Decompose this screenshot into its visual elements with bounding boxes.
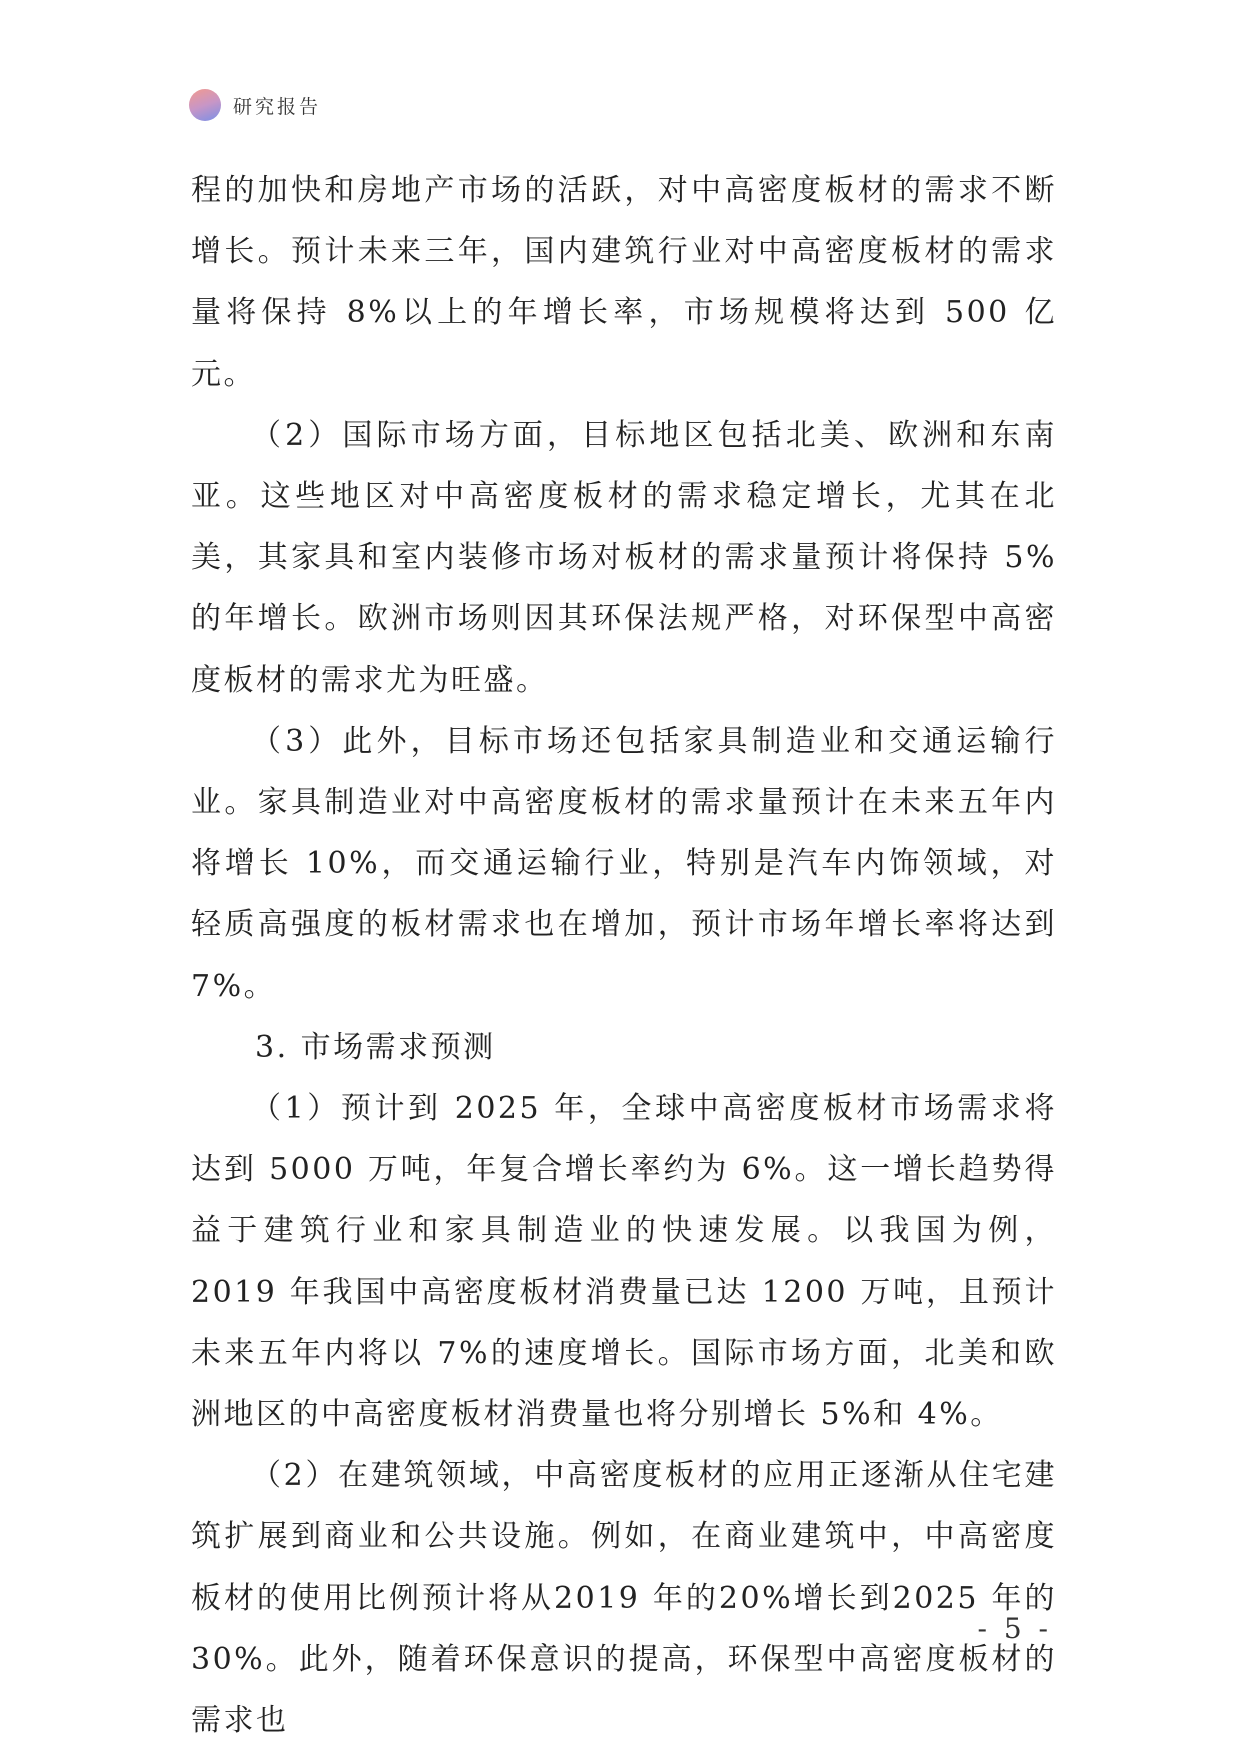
- section-heading: 3. 市场需求预测: [255, 1029, 496, 1065]
- paragraph-continued: 程的加快和房地产市场的活跃，对中高密度板材的需求不断增长。预计未来三年，国内建筑行业对中高密度板材的需求量将保持 8%以上的年增长率，市场规模将达到 500 亿元。: [191, 173, 1057, 392]
- report-logo-icon: [189, 89, 221, 121]
- document-body: [191, 160, 1057, 1751]
- header-title: 研究报告: [233, 95, 322, 118]
- paragraph-international-market: （2）国际市场方面，目标地区包括北美、欧洲和东南亚。这些地区对中高密度板材的需求稳定增长，尤其在北美，其家具和室内装修市场对板材的需求量预计将保持 5%的年增长。欧洲市场则因其环保法规严格，对环保型中高密度板材的需求尤为旺盛。: [191, 417, 1057, 698]
- paragraph-demand-forecast-1: （1）预计到 2025 年，全球中高密度板材市场需求将达到 5000 万吨，年复合增长率约为 6%。这一增长趋势得益于建筑行业和家具制造业的快速发展。以我国为例，2019 年我国中高密度板材消费量已达 1200 万吨，且预计未来五年内将以 7%的速度增长。国际市场方面，北美和欧洲地区的中高密度板材消费量也将分别增长 5%和 4%。: [191, 1091, 1057, 1433]
- paragraph-other-markets: （3）此外，目标市场还包括家具制造业和交通运输行业。家具制造业对中高密度板材的需求量预计在未来五年内将增长 10%，而交通运输行业，特别是汽车内饰领域，对轻质高强度的板材需求也在增加，预计市场年增长率将达到 7%。: [191, 723, 1057, 1004]
- page-number: - 5 -: [977, 1612, 1052, 1645]
- paragraph-demand-forecast-2: （2）在建筑领域，中高密度板材的应用正逐渐从住宅建筑扩展到商业和公共设施。例如，在商业建筑中，中高密度板材的使用比例预计将从2019 年的20%增长到2025 年的30%。此外，随着环保意识的提高，环保型中高密度板材的需求也: [191, 1458, 1057, 1739]
- page-header: [189, 88, 321, 122]
